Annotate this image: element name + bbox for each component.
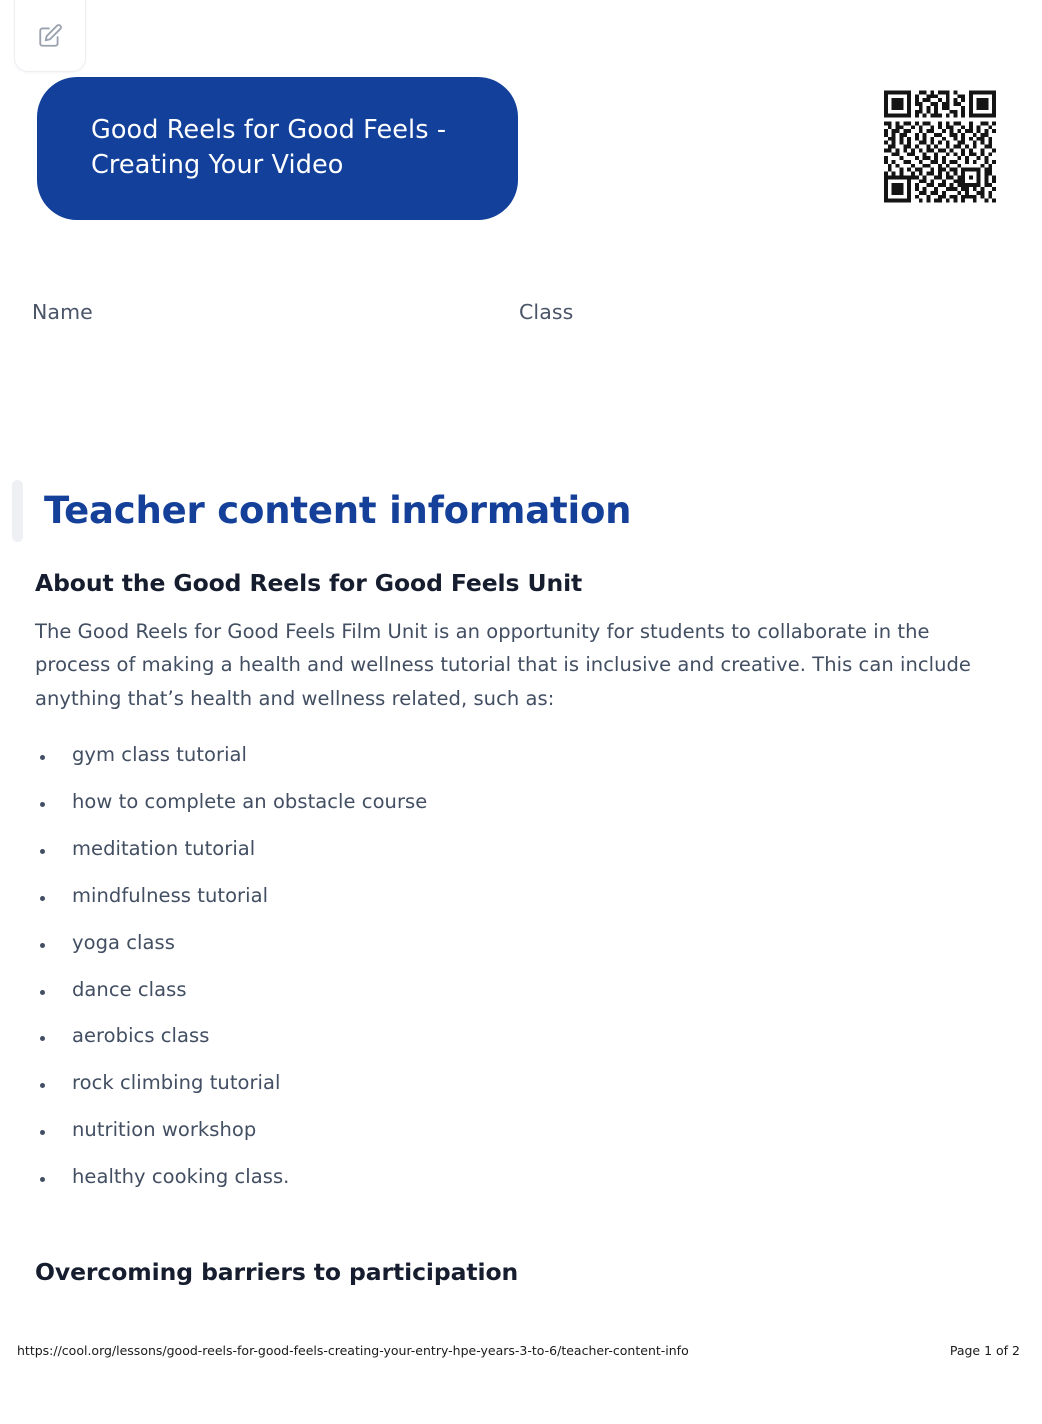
list-item xyxy=(35,790,997,814)
list-item xyxy=(35,743,997,767)
list-item xyxy=(35,1118,997,1142)
list-item-label: aerobics class xyxy=(72,1024,210,1048)
list-item-label: mindfulness tutorial xyxy=(72,883,269,907)
list-item-label: gym class tutorial xyxy=(72,743,248,767)
activity-examples-list xyxy=(35,743,997,1189)
barriers-heading: Overcoming barriers to participation xyxy=(35,1258,519,1287)
accent-bar xyxy=(12,480,23,542)
content-body xyxy=(35,568,997,1288)
qr-code xyxy=(884,89,996,204)
page-title: Teacher content information xyxy=(44,488,632,532)
list-item-label: rock climbing tutorial xyxy=(72,1071,281,1095)
bullet-dot-icon xyxy=(40,755,45,760)
list-item xyxy=(35,931,997,955)
bullet-dot-icon xyxy=(40,1130,45,1135)
bullet-dot-icon xyxy=(40,849,45,854)
list-item-label: nutrition workshop xyxy=(72,1118,257,1142)
footer-url: https://cool.org/lessons/good-reels-for-good-feels-creating-your-entry-hpe-years-3-to-6/teacher-content-info xyxy=(17,1343,689,1358)
list-item xyxy=(35,1165,997,1189)
bullet-dot-icon xyxy=(40,1177,45,1182)
edit-square-icon xyxy=(37,23,63,49)
list-item-label: dance class xyxy=(72,977,187,1001)
bullet-dot-icon xyxy=(40,1083,45,1088)
list-item xyxy=(35,1024,997,1048)
qr-code-svg xyxy=(884,89,996,204)
list-item xyxy=(35,884,997,908)
student-meta-row xyxy=(32,300,992,330)
bullet-dot-icon xyxy=(40,990,45,995)
page-footer xyxy=(0,1343,1042,1365)
list-item-label: meditation tutorial xyxy=(72,836,256,860)
bullet-dot-icon xyxy=(40,802,45,807)
bullet-dot-icon xyxy=(40,943,45,948)
list-item-label: healthy cooking class. xyxy=(72,1165,290,1189)
about-heading: About the Good Reels for Good Feels Unit xyxy=(35,569,583,597)
document-title: Good Reels for Good Feels - Creating Your Video xyxy=(91,115,447,180)
list-item xyxy=(35,837,997,861)
list-item xyxy=(35,1071,997,1095)
bullet-dot-icon xyxy=(40,1036,45,1041)
section-heading-block xyxy=(12,480,972,542)
list-item-label: how to complete an obstacle course xyxy=(72,790,428,814)
footer-page-number: Page 1 of 2 xyxy=(949,1343,1020,1358)
title-banner xyxy=(37,77,518,220)
list-item-label: yoga class xyxy=(72,930,175,954)
about-paragraph: The Good Reels for Good Feels Film Unit is an opportunity for students to collaborate in the process of making a health and wellness tutorial that is inclusive and creative. This can include anything that’s health and wellness related, such as: xyxy=(35,619,971,710)
list-item xyxy=(35,978,997,1002)
edit-badge[interactable] xyxy=(14,0,86,72)
bullet-dot-icon xyxy=(40,896,45,901)
class-label: Class xyxy=(519,300,574,324)
name-label: Name xyxy=(32,300,93,324)
